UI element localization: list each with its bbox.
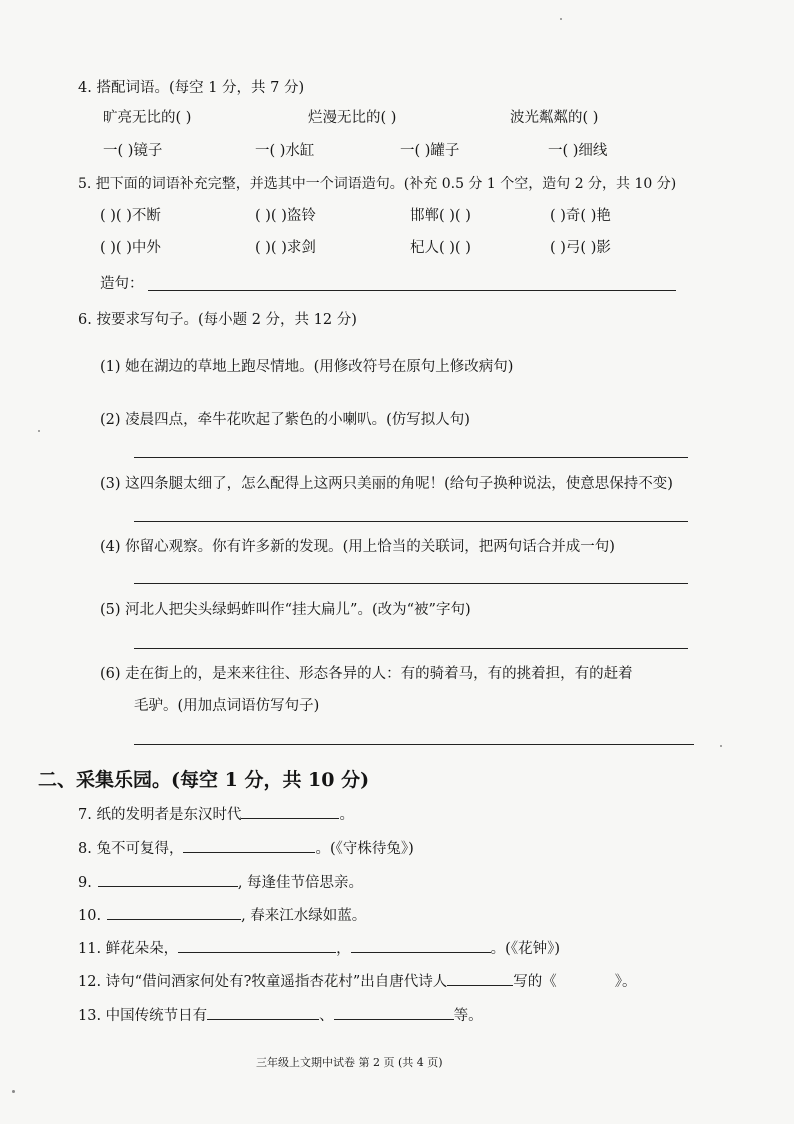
scan-speck xyxy=(38,430,40,432)
q9-number: 9. xyxy=(78,875,92,891)
section-2-title: 二、采集乐园。(每空 1 分，共 10 分) xyxy=(38,769,370,791)
q6-item-1: (1) 她在湖边的草地上跑尽情地。(用修改符号在原句上修改病句) xyxy=(100,359,514,375)
q12-text: 12. 诗句“借问酒家何处有?牧童遥指杏花村”出自唐代诗人 xyxy=(78,974,448,990)
q13-sep: 、 xyxy=(319,1008,334,1024)
q6-item-5: (5) 河北人把尖头绿蚂蚱叫作“挂大扁儿”。(改为“被”字句) xyxy=(100,602,471,618)
q5-sentence-label: 造句： xyxy=(100,276,144,292)
q6-answer-line-6[interactable] xyxy=(134,744,694,745)
q12-blank-1[interactable] xyxy=(447,971,513,986)
q6-item-6-cont: 毛驴。(用加点词语仿写句子) xyxy=(134,698,320,714)
q5-idiom-3: 邯郸( )( ) xyxy=(410,208,471,224)
q6-item-4: (4) 你留心观察。你有许多新的发现。(用上恰当的关联词，把两句话合并成一句) xyxy=(100,539,615,555)
q6-title: 6. 按要求写句子。(每小题 2 分，共 12 分) xyxy=(78,312,357,328)
q11-blank-2[interactable] xyxy=(351,938,491,953)
q5-idiom-8: ( )弓( )影 xyxy=(550,240,611,256)
q5-idiom-4: ( )奇( )艳 xyxy=(550,208,611,224)
q5-idiom-2: ( )( )盗铃 xyxy=(255,208,316,224)
q6-item-2: (2) 凌晨四点，牵牛花吹起了紫色的小喇叭。(仿写拟人句) xyxy=(100,412,470,428)
q13-text: 13. 中国传统节日有 xyxy=(78,1008,208,1024)
q10 xyxy=(78,905,366,926)
q7-suffix: 。 xyxy=(339,807,354,823)
q10-number: 10. xyxy=(78,908,102,924)
q12 xyxy=(78,971,637,992)
q4-blank-6: 一( )罐子 xyxy=(400,143,460,159)
q10-suffix: , 春来江水绿如蓝。 xyxy=(241,908,367,924)
q4-blank-5: 一( )水缸 xyxy=(255,143,315,159)
scan-speck xyxy=(12,1090,15,1093)
q13 xyxy=(78,1005,483,1026)
q12-mid: 写的《 xyxy=(513,974,557,990)
q11-comma: ， xyxy=(336,941,351,957)
q8-blank[interactable] xyxy=(183,838,315,853)
q4-blank-1: 旷亮无比的( ) xyxy=(103,110,192,126)
q11 xyxy=(78,938,560,959)
q4-blank-2: 烂漫无比的( ) xyxy=(308,110,397,126)
q7 xyxy=(78,804,354,825)
q10-blank[interactable] xyxy=(107,905,241,920)
q6-answer-line-3[interactable] xyxy=(134,521,688,522)
q11-text: 11. 鲜花朵朵， xyxy=(78,941,179,957)
page-footer: 三年级上文期中试卷 第 2 页 (共 4 页) xyxy=(256,1056,443,1069)
scan-speck xyxy=(720,745,722,747)
q6-item-3: (3) 这四条腿太细了，怎么配得上这两只美丽的角呢！(给句子换种说法，使意思保持不变) xyxy=(100,476,673,492)
q4-blank-3: 波光粼粼的( ) xyxy=(510,110,599,126)
scan-speck xyxy=(560,18,562,20)
q8 xyxy=(78,838,414,859)
q4-blank-7: 一( )细线 xyxy=(548,143,608,159)
q13-blank-2[interactable] xyxy=(334,1005,454,1020)
q5-idiom-7: 杞人( )( ) xyxy=(410,240,471,256)
q9-blank[interactable] xyxy=(98,872,238,887)
q5-idiom-5: ( )( )中外 xyxy=(100,240,161,256)
q11-blank-1[interactable] xyxy=(178,938,336,953)
q11-suffix: 。(《花钟》) xyxy=(490,941,560,957)
q6-item-6: (6) 走在街上的，是来来往往、形态各异的人：有的骑着马，有的挑着担，有的赶着 xyxy=(100,666,633,682)
q5-idiom-6: ( )( )求剑 xyxy=(255,240,316,256)
q4-title: 4. 搭配词语。(每空 1 分，共 7 分) xyxy=(78,80,305,96)
q9 xyxy=(78,872,363,893)
q13-blank-1[interactable] xyxy=(207,1005,319,1020)
q6-answer-line-4[interactable] xyxy=(134,583,688,584)
q6-answer-line-5[interactable] xyxy=(134,648,688,649)
q5-title: 5. 把下面的词语补充完整，并选其中一个词语造句。(补充 0.5 分 1 个空，造句 2 分，共 10 分) xyxy=(78,176,677,192)
q8-text: 8. 兔不可复得， xyxy=(78,841,184,857)
q4-blank-4: 一( )镜子 xyxy=(103,143,163,159)
q5-answer-line[interactable] xyxy=(148,290,676,291)
q7-blank[interactable] xyxy=(241,804,339,819)
q13-suffix: 等。 xyxy=(453,1008,483,1024)
q7-text: 7. 纸的发明者是东汉时代 xyxy=(78,807,242,823)
q6-answer-line-2[interactable] xyxy=(134,457,688,458)
q5-idiom-1: ( )( )不断 xyxy=(100,208,161,224)
q9-suffix: , 每逢佳节倍思亲。 xyxy=(237,875,364,891)
q8-suffix: 。(《守株待兔》) xyxy=(315,841,414,857)
q12-suffix: 》。 xyxy=(614,974,637,990)
